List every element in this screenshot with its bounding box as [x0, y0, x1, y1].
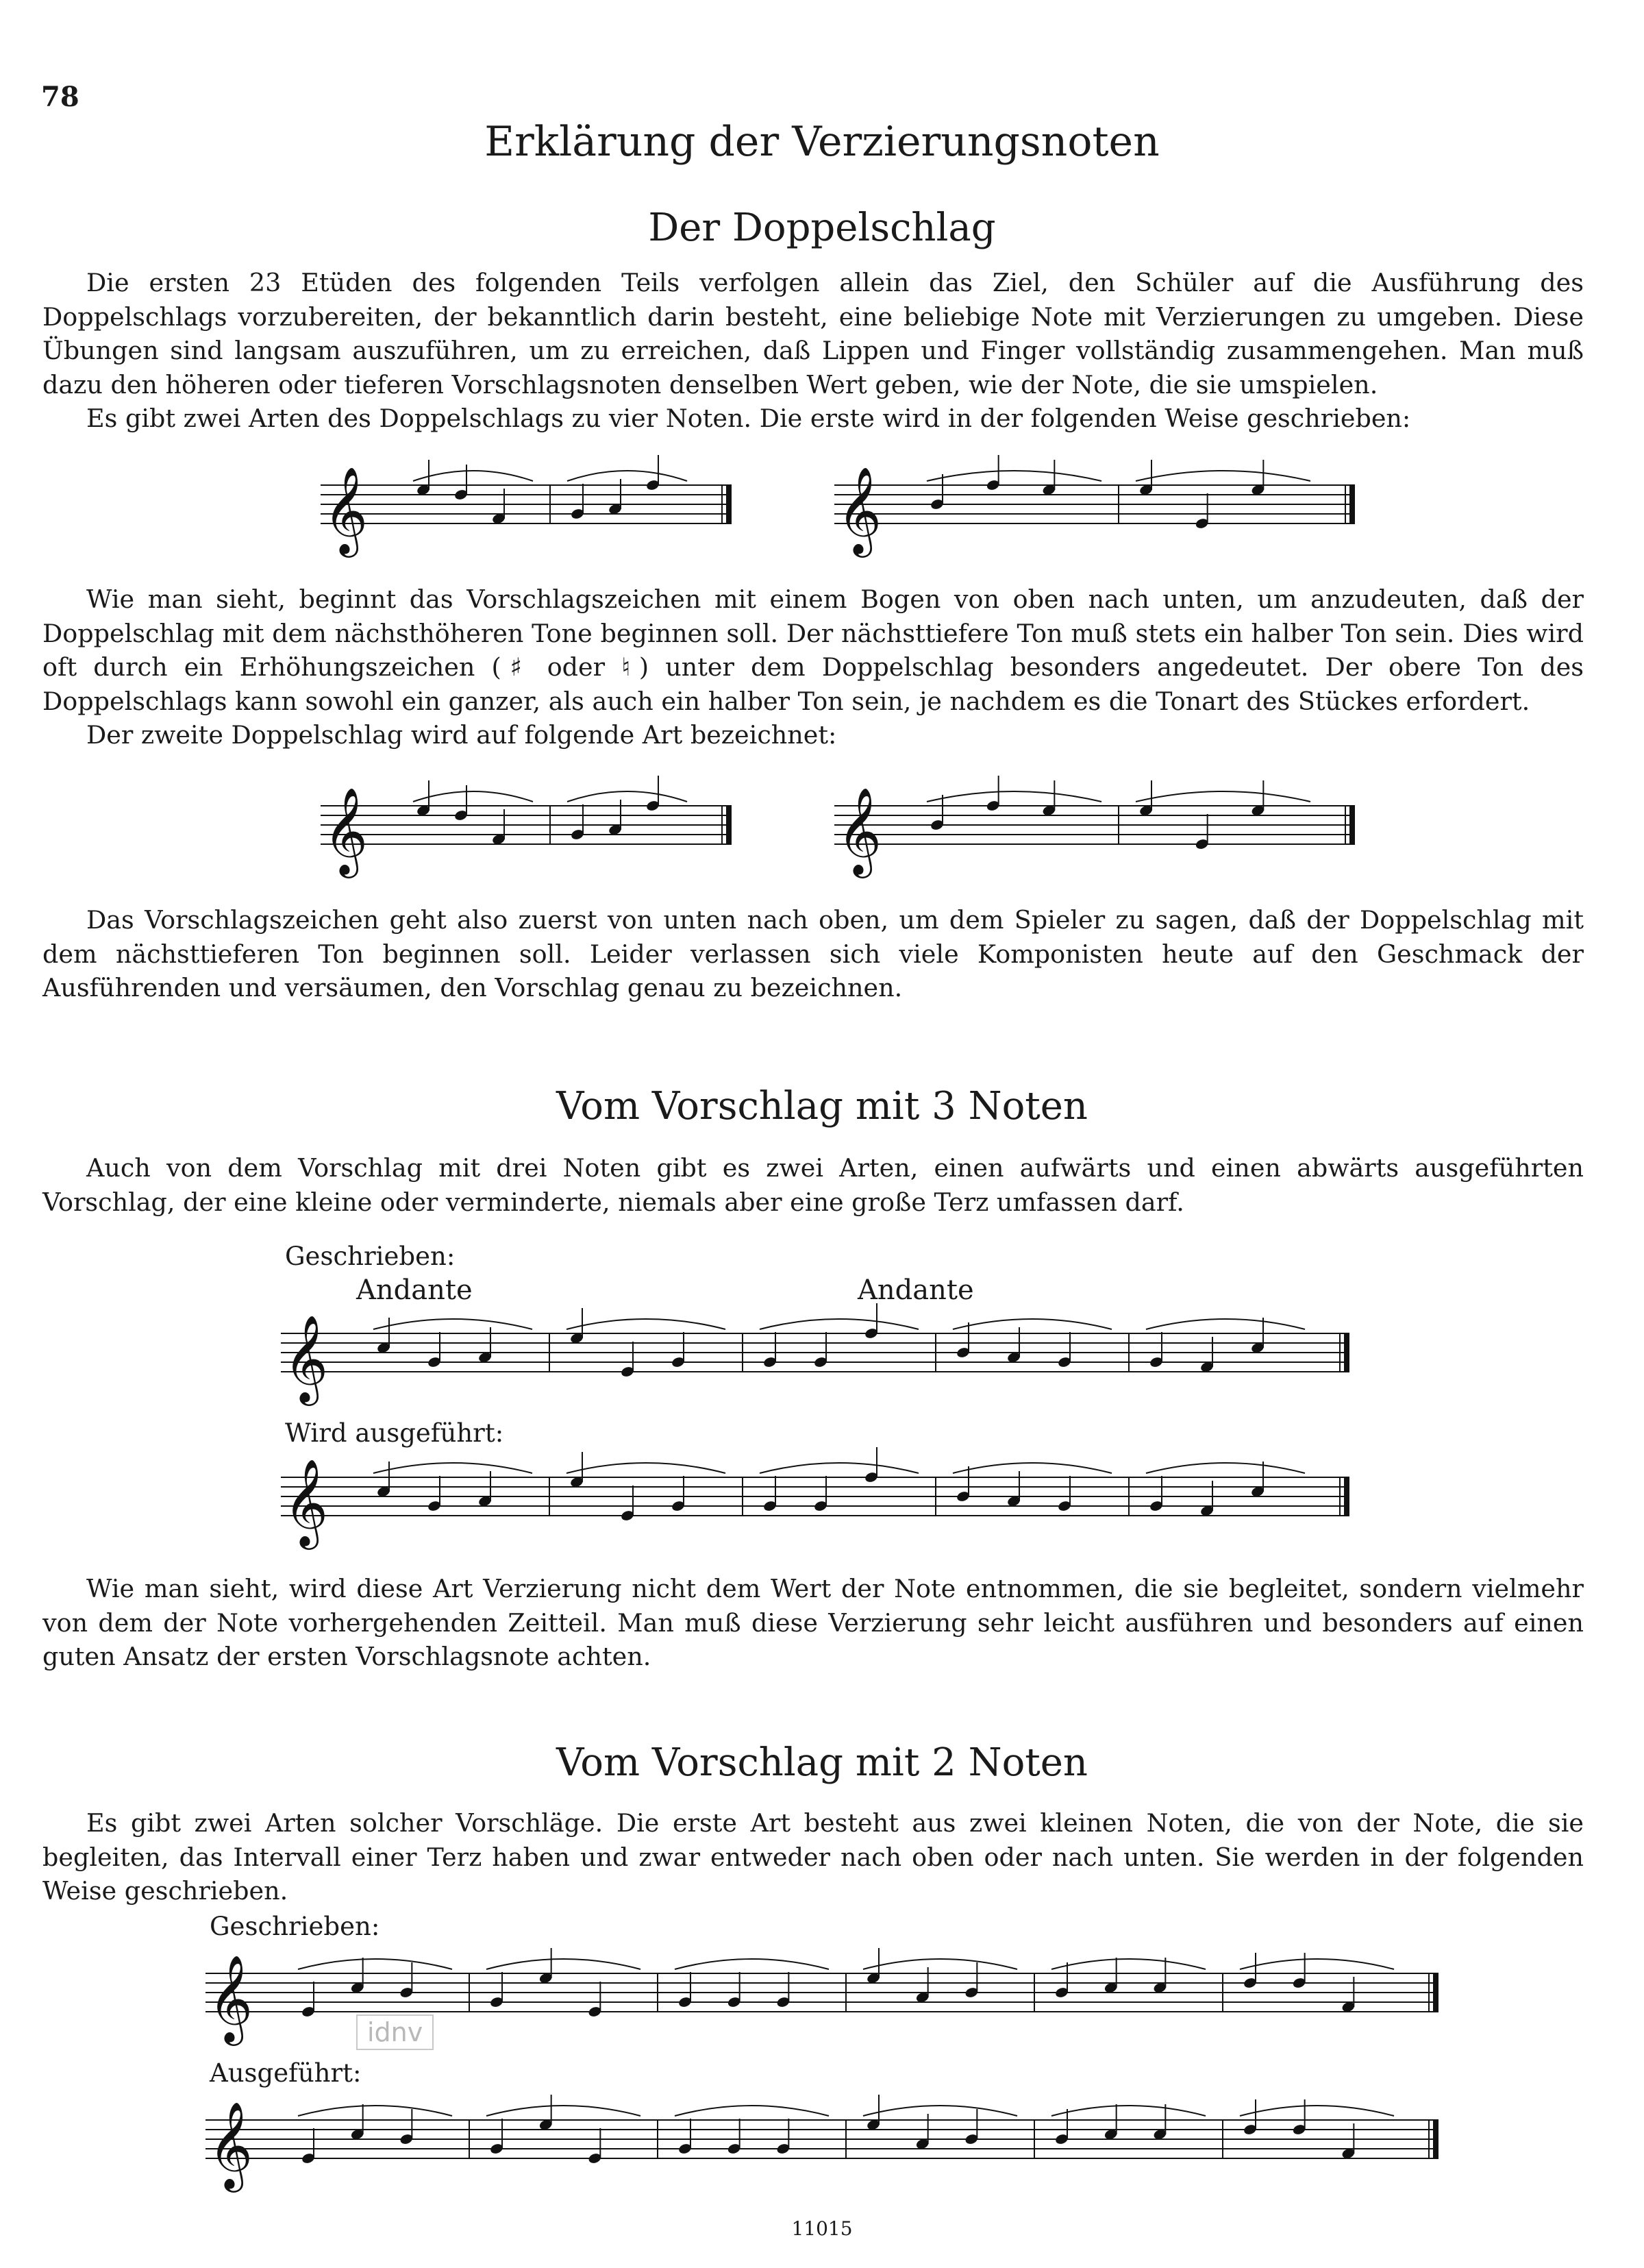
tempo-marking: Andante — [858, 1274, 974, 1306]
treble-clef-icon: 𝄞 — [284, 1458, 329, 1546]
treble-clef-icon: 𝄞 — [323, 466, 369, 554]
paragraph-text: Wie man sieht, wird diese Art Verzierung nicht dem Wert der Note entnommen, die sie begleitet, sondern vielmehr von dem der Note vorhergehenden Zeitteil. Man muß diese Verzierung sehr leicht ausführen und besonders auf einen guten Ansatz der ersten Vorschlagsnote achten. — [42, 1574, 1584, 1671]
paragraph-text: Es gibt zwei Arten solcher Vorschläge. Die erste Art besteht aus zwei kleinen Noten, die von der Note, die sie begleiten, das Intervall einer Terz haben und zwar entweder nach oben oder nach unten. Sie werden in der folgenden Weise geschrieben. — [42, 1808, 1584, 1906]
paragraph-text: Auch von dem Vorschlag mit drei Noten gibt es zwei Arten, einen aufwärts und einen abwärts ausgeführten Vorschlag, der eine kleine oder verminderte, niemals aber eine große Terz umfassen darf. — [42, 1153, 1584, 1217]
page-title: Erklärung der Verzierungsnoten — [484, 118, 1160, 166]
label-ausgefuehrt: Ausgeführt: — [210, 2058, 362, 2088]
paragraph-text: Wie man sieht, beginnt das Vorschlagszeichen mit einem Bogen von oben nach unten, um anzudeuten, daß der Doppelschlag mit dem nächsthöheren Tone beginnen soll. Der nächsttiefere Ton muß stets ein halber Ton sein. Dies wird oft durch ein Erhöhungszeichen (♯ oder ♮) unter dem Doppelschlag besonders angedeutet. Der obere Ton des Doppelschlags kann sowohl ein ganzer, als auch ein halber Ton sein, je nachdem es die Tonart des Stückes erfordert. — [42, 584, 1584, 716]
label-geschrieben: Geschrieben: — [210, 1912, 380, 1941]
label-wird-ausgefuehrt: Wird ausgeführt: — [285, 1418, 504, 1448]
treble-clef-icon: 𝄞 — [208, 2101, 253, 2189]
paragraph-text: Es gibt zwei Arten des Doppelschlags zu vier Noten. Die erste wird in der folgenden Weise geschrieben: — [86, 404, 1411, 433]
music-staff-doppelschlag-1b — [834, 458, 1355, 560]
section-heading-vorschlag-3: Vom Vorschlag mit 3 Noten — [556, 1084, 1088, 1129]
paragraph-doppelschlag-intro — [42, 266, 1584, 436]
paragraph-doppelschlag-explanation — [42, 582, 1584, 752]
music-staff-vorschlag2-played — [206, 2093, 1438, 2195]
tempo-marking: Andante — [356, 1274, 473, 1306]
paragraph-text: Der zweite Doppelschlag wird auf folgende Art bezeichnet: — [86, 720, 837, 750]
page-number: 78 — [41, 81, 79, 113]
section-heading-doppelschlag: Der Doppelschlag — [648, 206, 996, 250]
paragraph-text: Das Vorschlagszeichen geht also zuerst von unten nach oben, um dem Spieler zu sagen, daß der Doppelschlag mit dem nächsttieferen Ton beginnen soll. Leider verlassen sich viele Komponisten heute auf den Geschmack der Ausführenden und versäumen, den Vorschlag genau zu bezeichnen. — [42, 905, 1584, 1002]
music-staff-doppelschlag-1a — [321, 458, 732, 560]
paragraph-doppelschlag-second — [42, 903, 1584, 1005]
treble-clef-icon: 𝄞 — [837, 787, 882, 874]
label-geschrieben: Geschrieben: — [285, 1242, 456, 1271]
section-heading-vorschlag-2: Vom Vorschlag mit 2 Noten — [556, 1740, 1088, 1785]
music-staff-doppelschlag-2a — [321, 778, 732, 881]
music-staff-vorschlag3-played — [281, 1450, 1349, 1553]
treble-clef-icon: 𝄞 — [837, 466, 882, 554]
treble-clef-icon: 𝄞 — [284, 1314, 329, 1402]
paragraph-vorschlag3-explanation — [42, 1572, 1584, 1674]
treble-clef-icon: 𝄞 — [323, 787, 369, 874]
treble-clef-icon: 𝄞 — [208, 1954, 253, 2042]
paragraph-vorschlag3-intro — [42, 1151, 1584, 1219]
watermark: idnv — [356, 2014, 434, 2050]
plate-number: 11015 — [791, 2217, 853, 2240]
paragraph-vorschlag2-intro — [42, 1806, 1584, 1908]
music-staff-vorschlag3-written — [281, 1306, 1349, 1409]
music-staff-doppelschlag-2b — [834, 778, 1355, 881]
paragraph-text: Die ersten 23 Etüden des folgenden Teils verfolgen allein das Ziel, den Schüler auf die Ausführung des Doppelschlags vorzubereiten, der bekanntlich darin besteht, eine beliebige Note mit Verzierungen zu umgeben. Diese Übungen sind langsam auszuführen, um zu erreichen, daß Lippen und Finger vollständig zusammengehen. Man muß dazu den höheren oder tieferen Vorschlagsnoten denselben Wert geben, wie der Note, die sie umspielen. — [42, 268, 1584, 399]
